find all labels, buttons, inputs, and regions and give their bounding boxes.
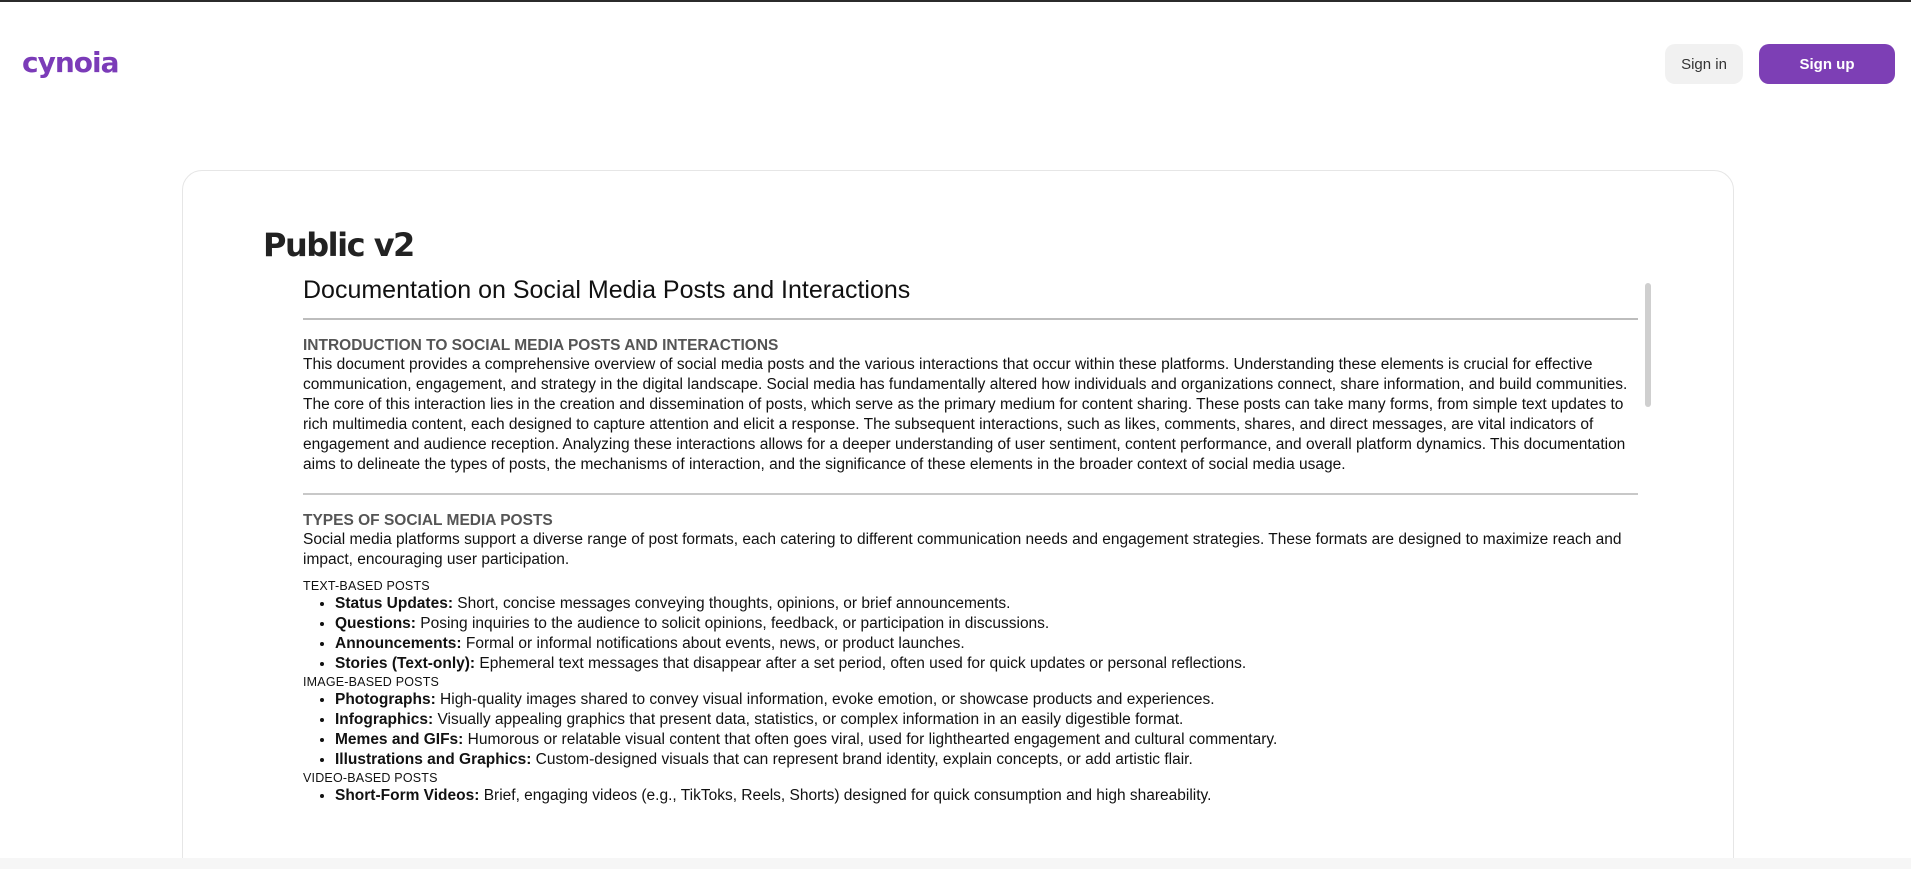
list-item-term: Announcements: [335, 635, 462, 652]
list-item [335, 614, 1638, 634]
section-text-intro: This document provides a comprehensive overview of social media posts and the various interactions that occur within these platforms. Understanding these elements is crucial for effective communication, engagement, and strategy in the digital landscape. Social media has fundamentally altered how individuals and organizations connect, share information, and build communities. The core of this interaction lies in the creation and dissemination of posts, which serve as the primary medium for content sharing. These posts can take many forms, from simple text updates to rich multimedia content, each designed to capture attention and elicit a response. The subsequent interactions, such as likes, comments, shares, and direct messages, are vital indicators of engagement and audience reception. Analyzing these interactions allows for a deeper understanding of user sentiment, content performance, and overall platform dynamics. This documentation aims to delineate the types of posts, the mechanisms of interaction, and the significance of these elements in the broader context of social media usage. [303, 356, 1628, 473]
text-based-list [335, 594, 1638, 674]
section-heading-types: TYPES OF SOCIAL MEDIA POSTS [303, 512, 553, 529]
list-item [335, 654, 1638, 674]
list-item [335, 730, 1638, 750]
section-heading-intro: INTRODUCTION TO SOCIAL MEDIA POSTS AND INTERACTIONS [303, 337, 779, 354]
list-item-term: Memes and GIFs: [335, 731, 464, 748]
list-item-term: Questions: [335, 615, 416, 632]
list-item-desc: High-quality images shared to convey visual information, evoke emotion, or showcase products and experiences. [435, 691, 1215, 708]
list-item-desc: Formal or informal notifications about events, news, or product launches. [461, 635, 965, 652]
list-item [335, 634, 1638, 654]
list-item-desc: Ephemeral text messages that disappear after a set period, often used for quick updates or personal reflections. [475, 655, 1247, 672]
document-card [182, 170, 1734, 869]
document-viewer[interactable] [303, 271, 1638, 829]
list-item-desc: Posing inquiries to the audience to solicit opinions, feedback, or participation in discussions. [415, 615, 1050, 632]
list-item-term: Photographs: [335, 691, 436, 708]
list-item [335, 786, 1638, 806]
list-item-desc: Humorous or relatable visual content that often goes viral, used for lighthearted engagement and cultural commentary. [463, 731, 1278, 748]
list-item-desc: Visually appealing graphics that present data, statistics, or complex information in an easily digestible format. [433, 711, 1184, 728]
sign-up-button[interactable]: Sign up [1759, 44, 1895, 84]
list-item-term: Infographics: [335, 711, 434, 728]
video-based-list [335, 786, 1638, 806]
sign-in-button[interactable]: Sign in [1665, 44, 1743, 84]
list-item [335, 690, 1638, 710]
list-item-term: Stories (Text-only): [335, 655, 476, 672]
subsection-heading-video-based: VIDEO-BASED POSTS [303, 771, 438, 785]
list-item [335, 750, 1638, 770]
document-scrollbar[interactable] [1645, 283, 1651, 407]
section-text-types: Social media platforms support a diverse range of post formats, each catering to different communication needs and engagement strategies. These formats are designed to maximize reach and impact, encouraging user participation. [303, 531, 1622, 568]
list-item-desc: Brief, engaging videos (e.g., TikToks, Reels, Shorts) designed for quick consumption and high shareability. [479, 787, 1212, 804]
list-item-term: Short-Form Videos: [335, 787, 480, 804]
brand-logo[interactable]: cynoia [22, 46, 119, 79]
bottom-edge [0, 858, 1911, 869]
list-item [335, 594, 1638, 614]
image-based-list [335, 690, 1638, 770]
page-title: Public v2 [263, 226, 414, 264]
list-item [335, 710, 1638, 730]
list-item-term: Status Updates: [335, 595, 453, 612]
document-title: Documentation on Social Media Posts and Interactions [303, 274, 1638, 320]
list-item-desc: Custom-designed visuals that can represent brand identity, explain concepts, or add artistic flair. [531, 751, 1193, 768]
list-item-term: Illustrations and Graphics: [335, 751, 532, 768]
section-divider [303, 493, 1638, 495]
list-item-desc: Short, concise messages conveying thoughts, opinions, or brief announcements. [453, 595, 1011, 612]
subsection-heading-image-based: IMAGE-BASED POSTS [303, 675, 440, 689]
top-header [0, 2, 1911, 120]
subsection-heading-text-based: TEXT-BASED POSTS [303, 579, 430, 593]
